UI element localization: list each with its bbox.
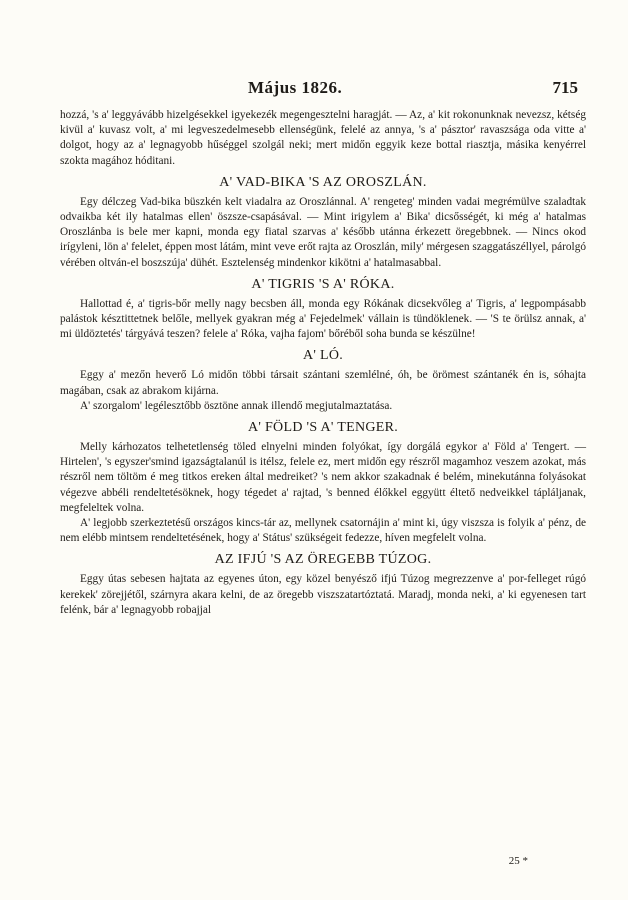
fable-lo xyxy=(60,347,586,414)
fable-heading: A' FÖLD 'S A' TENGER. xyxy=(247,420,399,436)
fable-vad-bika xyxy=(60,174,586,271)
paragraph: Eggy a' mezőn heverő Ló midőn többi társait szántani szemlélné, óh, be örömest szántanék én is, sóhajta magában, csak az abrakom kijárna. xyxy=(60,369,586,397)
fable-heading: A' TIGRIS 'S A' RÓKA. xyxy=(251,276,395,292)
fable-heading: A' VAD-BIKA 'S AZ OROSZLÁN. xyxy=(219,174,427,190)
moral-paragraph: A' legjobb szerkeztetésű országos kincs-tár az, mellynek csatornájin a' mint ki, úgy viszsza is folyik a' pénz, de nem elébb mintsem rendeltetésének, hogy a' Státus' szükségeit fedezze, híven megfelelt volna. xyxy=(60,517,586,545)
paragraph: Eggy útas sebesen hajtata az egyenes úton, egy közel benyésző ifjú Túzog megrezzenve a' por-felleget rúgó kerekek' zörejjétől, szárnyra akara kelni, de az öregebb viszszatartóztatá. Maradj, monda neki, a' ki egyenesen tart felénk, bár a' legnagyobb robajjal xyxy=(60,573,586,616)
moral-paragraph: A' szorgalom' legélesztőbb ösztöne annak illendő megjutalmaztatása. xyxy=(80,399,393,412)
paragraph: Egy délczeg Vad-bika büszkén kelt viadalra az Oroszlánnal. A' rengeteg' minden vadai megrémülve szaladtak odvaikba két ily hatalmas ellen' öszsze-csapásával. — Mint irigylem a' Bika' dicsősségét, ki még a' hatalmas Oroszlánba is bele mer kapni, monda egy fiatal szarvas a' később utánna érkezett öregebbnek. — Nincs okod irígyleni, lön a' felelet, éppen most látám, mint veve erőt rajta az Oroszlán, mily' mérgesen szaggatászéllyel, párolgó vérében oltván-el boszszúja' dühét. Esztelenség mindenkor kikötni a' hatalmasabbal. xyxy=(60,195,586,269)
page-number: 715 xyxy=(552,78,578,97)
fable-heading: AZ IFJÚ 'S AZ ÖREGEBB TÚZOG. xyxy=(214,552,432,568)
fable-fold-tenger xyxy=(60,419,586,546)
running-head xyxy=(60,78,586,102)
fable-heading: A' LÓ. xyxy=(302,348,344,364)
section-continuation xyxy=(60,108,586,169)
running-title: Május 1826. xyxy=(248,78,343,97)
paragraph: Hallottad é, a' tigris-bőr melly nagy becsben áll, monda egy Rókának dicsekvőleg a' Tigris, a' legpompásabb palástok késztittetnek belőle, mellyek gyakran még a' Fejedelmek' vállain is tündöklenek. — 'S te örülsz annak, a' mi üldöztetés' tárgyává teszen? felele a' Róka, vajha fajom' bőréből soha bunda se készülne! xyxy=(60,297,586,341)
signature-mark: 25 * xyxy=(508,855,528,867)
fable-tuzog xyxy=(60,551,586,618)
fable-tigris xyxy=(60,276,586,343)
paragraph: Melly kárhozatos telhetetlenség töled elnyelni minden folyókat, így dorgálá egykor a' Föld a' Tengert. — Hirtelen', 's egyszer'smind igazságtalanúl is itélsz, felele ez, mert midőn egy részről magamhoz veszem azokat, más részről nem töltöm é meg titkos ereken által medreiket? 's nem akkor szakadnak é belém, minekutánna folyásokat végezve abbéli rendeltetésöknek, hogy tégedet a' rajtad, 's benned élőkkel eggyütt éltető nedveikkel tápláljanak, megfeleltek volna. xyxy=(60,441,586,514)
paragraph: hozzá, 's a' leggyávább hizelgésekkel igyekezék megengesztelni haragját. — Az, a' kit rokonunknak nevezsz, kétség kivül a' kuvasz volt, a' mi legveszedelmesebb ellenségünk, felelé az annya, 's a' pásztor' ravaszsága oda vitte a' dolgot, hogy az a' legnagyobb hűséggel szolgál neki; mert midőn eggyik keze bottal riasztja, másika kenyérrel szokta magához hóditani. xyxy=(60,109,586,167)
